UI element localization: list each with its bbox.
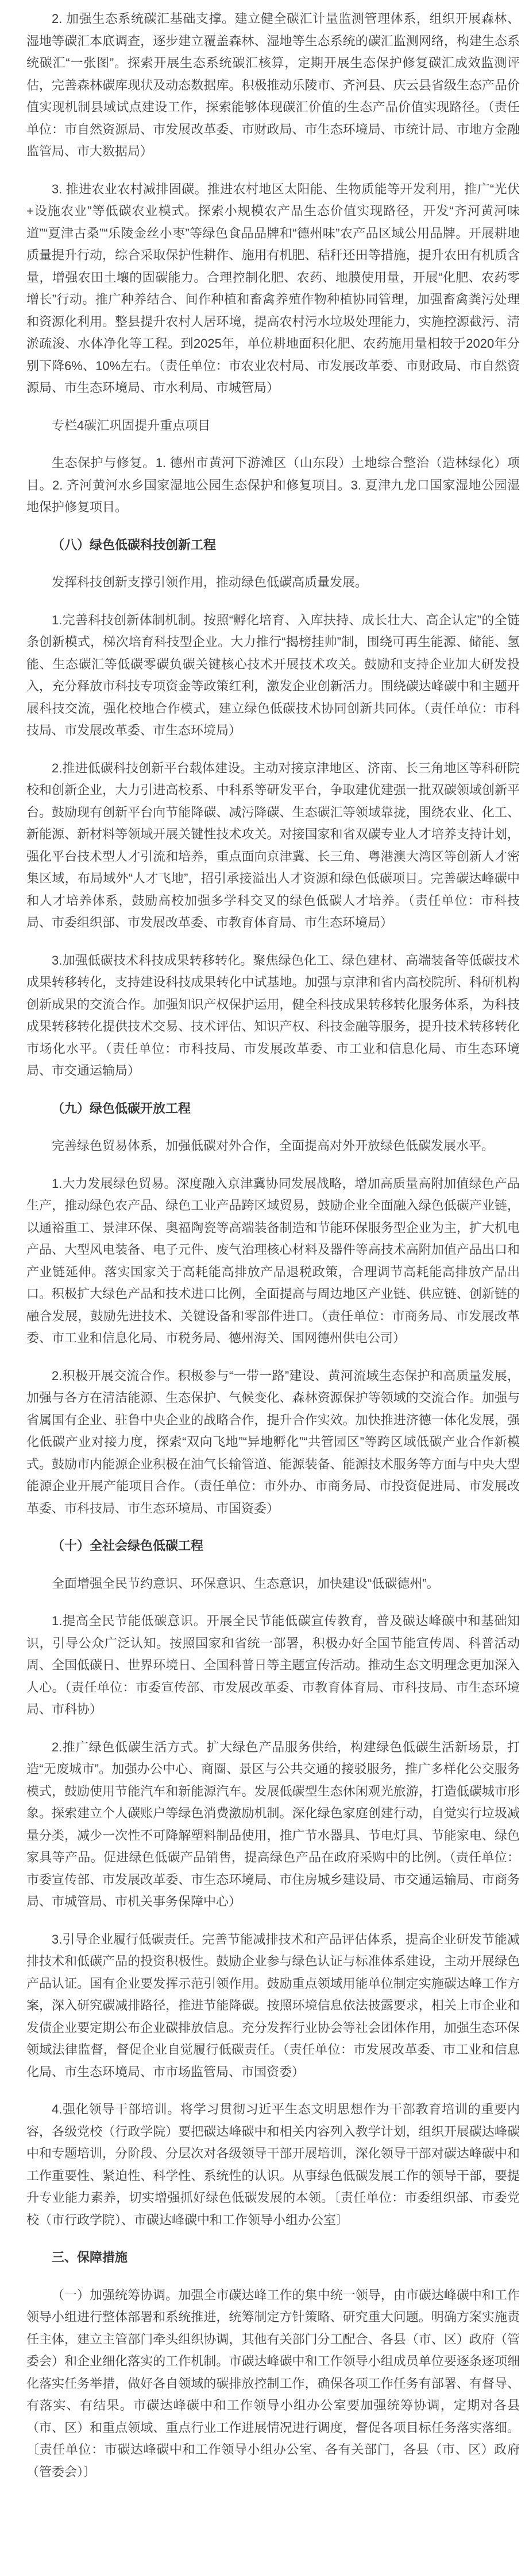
para-exchange-cooperation: 2.积极开展交流合作。积极参与“一带一路”建设、黄河流域生态保护和高质量发展，加强与各方在清洁能源、生态保护、气候变化、森林资源保护等领域的交流合作。加强与省属国有企业、驻鲁中央企业的战略合作，提升合作实效。加快推进济德一体化发展，强化低碳产业对接力度，探索“双向飞地”“异地孵化”“共管园区”等跨区域低碳产业合作新模式。鼓励市内能源企业积极在油气长输管道、能源装备、能源技术服务等方面与中央大型能源企业开展产能项目合作。（责任单位：市外办、市商务局、市投资促进局、市发展改革委、市科技局、市生态环境局、市国资委） xyxy=(26,1368,520,1516)
section-heading-9-open-project: （九）绿色低碳开放工程 xyxy=(52,1101,191,1116)
section-heading-10-whole-society: （十）全社会绿色低碳工程 xyxy=(52,1538,204,1553)
section-heading-3-safeguards: 三、保障措施 xyxy=(52,2250,128,2264)
para-tech-achievement-transfer: 3.加强低碳技术科技成果转移转化。聚焦绿色化工、绿色建材、高端装备等低碳技术成果转移转化，支持建设科技成果转化中试基地。加强与京津和省内高校院所、科研机构创新成果的交流合作。加强知识产权保护运用，健全科技成果转移转化服务体系，为科技成果转移转化提供技术交易、技术评估、知识产权、科技金融等服务，提升技术转移转化市场化水平。（责任单位：市科技局、市发展改革委、市工业和信息化局、市生态环境局、市交通运输局） xyxy=(26,953,520,1078)
para-overall-coordination: （一）加强统筹协调。加强全市碳达峰工作的集中统一领导，由市碳达峰碳中和工作领导小组进行整体部署和系统推进，统筹制定方针策略、研究重大问题。明确方案实施责任主体，建立主管部门牵头组织协调，其他有关部门分工配合、各县（市、区）政府（管委会）和企业细化落实的工作机制。市碳达峰碳中和工作领导小组成员单位要逐条逐项细化落实任务举措，做好各自领域的碳排放控制工作，确保各项工作任务有部署、有督导、有落实、有结果。市碳达峰碳中和工作领导小组办公室要加强统筹协调，定期对各县（市、区）和重点领域、重点行业工作进展情况进行调度，督促各项目标任务落实落细。〔责任单位：市碳达峰碳中和工作领导小组办公室、各有关部门，各县（市、区）政府（管委会）〕 xyxy=(26,2287,520,2479)
para-open-project-intro: 完善绿色贸易体系，加强低碳对外合作，全面提高对外开放绿色低碳发展水平。 xyxy=(52,1139,495,1153)
para-ecological-protection-projects: 生态保护与修复。1. 德州市黄河下游滩区（山东段）土地综合整治（造林绿化）项目。2. 齐河黄河水乡国家湿地公园生态保护和修复项目。3. 夏津九龙口国家湿地公园湿地保护修复项目。 xyxy=(26,456,520,514)
para-green-trade: 1.大力发展绿色贸易。深度融入京津冀协同发展战略，增加高质量高附加值绿色产品生产，推动绿色农产品、绿色工业产品跨区域贸易，鼓励企业全面融入绿色低碳产业链，以通裕重工、景津环保、奥福陶瓷等高端装备制造和节能环保服务型企业为主，扩大机电产品、大型风电装备、电子元件、废气治理核心材料及器件等高技术高附加值产品出口和产业链延伸。落实国家关于高耗能高排放产品退税政策，合理调节高耗能高排放产品出口。积极扩大绿色产品和技术进口比例，全面提高与周边地区产业链、供应链、创新链的融合发展，鼓励先进技术、关键设备和零部件进口。（责任单位：市商务局、市发展改革委、市工业和信息化局、市税务局、德州海关、国网德州供电公司） xyxy=(26,1176,520,1345)
para-public-awareness: 1.提高全民节能低碳意识。开展全民节能低碳宣传教育，普及碳达峰碳中和基础知识，引导公众广泛认知。按照国家和省统一部署，积极办好全国节能宣传周、科普活动周、全国低碳日、世界环境日、全国科普日等主题宣传活动。推动生态文明理念更加深入人心。（责任单位：市委宣传部、市发展改革委、市教育体育局、市科技局、市生态环境局、市科协） xyxy=(26,1614,520,1716)
column-4-title: 专栏4碳汇巩固提升重点项目 xyxy=(52,418,211,433)
section-heading-8-tech-innovation: （八）绿色低碳科技创新工程 xyxy=(52,537,217,552)
para-whole-society-intro: 全面增强全民节约意识、环保意识、生态意识，加快建设“低碳德州”。 xyxy=(52,1576,439,1591)
para-enterprise-responsibility: 3.引导企业履行低碳责任。完善节能减排技术和产品评估体系，提高企业研发节能减排技术和低碳产品的投资积极性。鼓励企业参与绿色认证与标准体系建设，主动开展绿色产品认证。国有企业要发挥示范引领作用。鼓励重点领域用能单位制定实施碳达峰工作方案，深入研究碳减排路径，推进节能降碳。按照环境信息依法披露要求，相关上市企业和发债企业要定期公布企业碳排放信息。充分发挥行业协会等社会团体作用，加强生态环保领域法律监督，督促企业自觉履行低碳责任。（责任单位：市发展改革委、市工业和信息化局、市生态环境局、市市场监管局、市国资委） xyxy=(26,1932,520,2079)
para-low-carbon-platform: 2.推进低碳科技创新平台载体建设。主动对接京津地区、济南、长三角地区等科研院校和创新企业，大力引进高校系、中科系等研发平台，争取建优建强一批双碳领域创新平台。鼓励现有创新平台向节能降碳、减污降碳、生态碳汇等领域靠拢，围绕农业、化工、新能源、新材料等领域开展关键性技术攻关。对接国家和省双碳专业人才培养支持计划，强化平台技术型人才引流和培养，重点面向京津冀、长三角、粤港澳大湾区等创新人才密集区域，布局域外“人才飞地”，招引承接溢出人才资源和绿色低碳项目。完善碳达峰碳中和人才培养体系，鼓励高校加强多学科交叉的绿色低碳人才培养。（责任单位：市科技局、市委组织部、市发展改革委、市教育体育局、市生态环境局） xyxy=(26,760,520,930)
para-green-lifestyle: 2.推广绿色低碳生活方式。扩大绿色产品服务供给，构建绿色低碳生活新场景，打造“无废城市”。加强办公中心、商圈、景区与公共交通的接驳服务，推广多样化公交服务模式，鼓励使用节能汽车和新能源汽车。发展低碳型生态休闲观光旅游，打造低碳城市形象。探索建立个人碳账户等绿色消费激励机制。深化绿色家庭创建行动，自觉实行垃圾减量分类，减少一次性不可降解塑料制品使用，推广节水器具、节电灯具、节能家电、绿色家具等产品。促进绿色低碳产品销售，提高绿色产品在政府采购中的比例。（责任单位：市委宣传部、市发展改革委、市生态环境局、市住房城乡建设局、市交通运输局、市商务局、市城管局、市机关事务保障中心） xyxy=(26,1739,520,1909)
para-ecosystem-carbon-sink-support: 2. 加强生态系统碳汇基础支撑。建立健全碳汇计量监测管理体系，组织开展森林、湿地等碳汇本底调查，逐步建立覆盖森林、湿地等生态系统的碳汇监测网络，构建生态系统碳汇“一张图”。探索开展生态系统碳汇核算，定期开展生态保护修复碳汇成效监测评估，完善森林碳库现状及动态数据库。积极推动乐陵市、齐河县、庆云县省级生态产品价值实现机制县域试点建设工作，探索能够体现碳汇价值的生态产品价值实现路径。（责任单位：市自然资源局、市发展改革委、市财政局、市生态环境局、市统计局、市地方金融监管局、市大数据局） xyxy=(26,11,520,158)
para-agriculture-rural-carbon: 3. 推进农业农村减排固碳。推进农村地区太阳能、生物质能等开发利用，推广“光伏+设施农业”等低碳农业模式。探索小规模农产品生态价值实现路径，开发“齐河黄河味道”“夏津古桑”“乐陵金丝小枣”等绿色食品品牌和“德州味”农产品区域公用品牌。开展耕地质量提升行动，综合采取保护性耕作、施用有机肥、秸秆还田等措施，提升农田有机质含量，增强农田土壤的固碳能力。合理控制化肥、农药、地膜使用量，开展“化肥、农药零增长”行动。推广种养结合、间作种植和畜禽养殖作物种植协同管理，加强畜禽粪污处理和资源化利用。整县提升农村人居环境，提高农村污水垃圾处理能力，实施控源截污、清淤疏浚、水体净化等工程。到2025年，单位耕地面积化肥、农药施用量相较于2020年分别下降6%、10%左右。（责任单位：市农业农村局、市发展改革委、市财政局、市自然资源局、市生态环境局、市水利局、市城管局） xyxy=(26,181,520,395)
para-cadre-training: 4.强化领导干部培训。将学习贯彻习近平生态文明思想作为干部教育培训的重要内容，各级党校（行政学院）要把碳达峰碳中和相关内容列入教学计划，组织开展碳达峰碳中和专题培训，分阶段、分层次对各级领导干部开展培训，深化领导干部对碳达峰碳中和工作重要性、紧迫性、科学性、系统性的认识。从事绿色低碳发展工作的领导干部，要提升专业能力素养，切实增强抓好绿色低碳发展的本领。〔责任单位：市委组织部、市委党校（市行政学院）、市碳达峰碳中和工作领导小组办公室〕 xyxy=(26,2102,520,2227)
para-tech-innovation-intro: 发挥科技创新支撑引领作用，推动绿色低碳高质量发展。 xyxy=(52,575,368,589)
para-tech-innovation-mechanism: 1.完善科技创新体制机制。按照“孵化培育、入库扶持、成长壮大、高企认定”的全链条创新模式，梯次培育科技型企业。大力推行“揭榜挂帅”制，围绕可再生能源、储能、氢能、生态碳汇等低碳零碳负碳关键核心技术开展技术攻关。鼓励和支持企业加大研发投入，充分释放市科技专项资金等政策红利，激发企业创新活力。围绕碳达峰碳中和主题开展科技交流，强化校地合作模式，建立绿色低碳技术协同创新共同体。（责任单位：市科技局、市发展改革委、市生态环境局） xyxy=(26,612,520,737)
